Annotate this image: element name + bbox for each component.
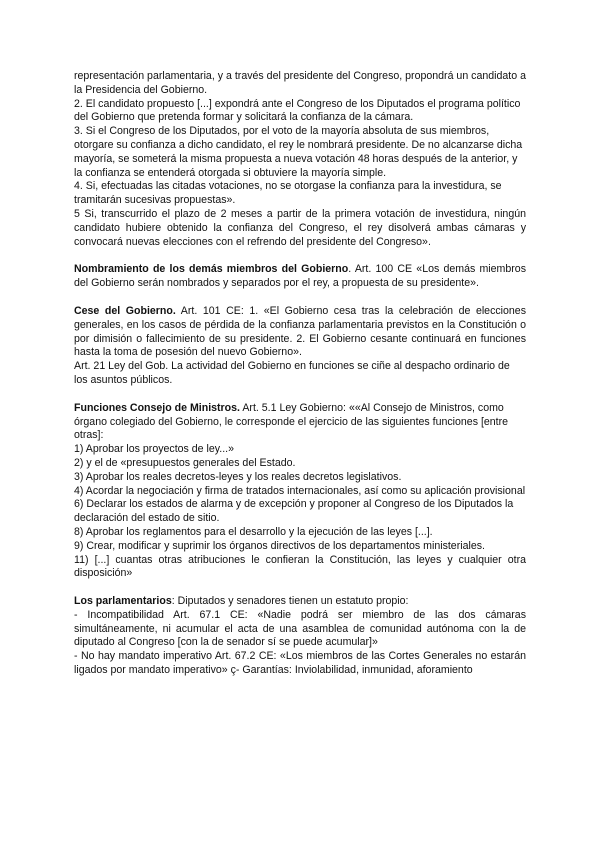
section-text: : Diputados y senadores tienen un estatuto propio: xyxy=(171,595,409,608)
document-body xyxy=(74,70,526,678)
list-item: 2) y el de «presupuestos generales del Estado. xyxy=(74,456,296,469)
list-item: 9) Crear, modificar y suprimir los órganos directivos de los departamentos ministeriales. xyxy=(74,539,485,552)
list-item: 4) Acordar la negociación y firma de tratados internacionales, así como su aplicación provisional xyxy=(74,484,526,497)
paragraph: Art. 21 Ley del Gob. La actividad del Gobierno en funciones se ciñe al despacho ordinario de los asuntos públicos. xyxy=(74,360,510,386)
list-item: 1) Aprobar los proyectos de ley...» xyxy=(74,443,234,456)
list-item: 8) Aprobar los reglamentos para el desarrollo y la ejecución de las leyes [...]. xyxy=(74,525,433,538)
section-heading: Nombramiento de los demás miembros del Gobierno xyxy=(74,263,349,276)
paragraph xyxy=(74,595,526,609)
section-text: Art. 5.1 Ley Gobierno: ««Al Consejo de Ministros, como órgano colegiado del Gobierno, le corresponde el ejercicio de las siguientes funciones [entre otras]: xyxy=(74,401,509,442)
section-heading: Los parlamentarios xyxy=(74,595,172,608)
paragraph: 2. El candidato propuesto [...] expondrá ante el Congreso de los Diputados el programa político del Gobierno que pretenda formar y solicitará la confianza de la cámara. xyxy=(74,97,521,124)
paragraph: representación parlamentaria, y a través del presidente del Congreso, propondrá un candidato a la Presidencia del Gobierno. xyxy=(74,70,526,96)
section-heading: Funciones Consejo de Ministros. xyxy=(74,401,240,414)
parlamentarios-section xyxy=(74,595,526,678)
funciones-section xyxy=(74,402,526,581)
section-heading: Cese del Gobierno. xyxy=(74,304,176,317)
section-text: . Art. 100 CE «Los demás miembros del Gobierno serán nombrados y separados por el rey, a propuesta de su presidente». xyxy=(74,263,526,290)
list-item: - Incompatibilidad Art. 67.1 CE: «Nadie podrá ser miembro de las dos cámaras simultáneamente, ni acumular el acta de una asamblea de comunidad autónoma con la de diputado al Congreso [con la de senador sí se puede acumular]» xyxy=(74,608,526,649)
section-text: Art. 101 CE: 1. «El Gobierno cesa tras la celebración de elecciones generales, en los casos de pérdida de la confianza parlamentaria previstos en la Constitución o por dimisión o fallecimiento de su presidente. 2. El Gobierno cesante continuará en funciones hasta la toma de posesión del nuevo Gobierno». xyxy=(74,304,526,359)
paragraph xyxy=(74,305,526,360)
cese-section xyxy=(74,305,526,388)
investidura-section xyxy=(74,70,526,249)
paragraph: 3. Si el Congreso de los Diputados, por el voto de la mayoría absoluta de sus miembros, otorgare su confianza a dicho candidato, el rey le nombrará presidente. De no alcanzarse dicha mayoría, se someterá la misma propuesta a nueva votación 48 horas después de la anterior, y la confianza se entenderá otorgada si obtuviere la mayoría simple. xyxy=(74,125,523,179)
paragraph: 4. Si, efectuadas las citadas votaciones, no se otorgase la confianza para la investidura, se tramitarán sucesivas propuestas». xyxy=(74,180,502,207)
paragraph: 5 Si, transcurrido el plazo de 2 meses a partir de la primera votación de investidura, ningún candidato hubiere obtenido la confianza del Congreso, el rey disolverá ambas cámaras y convocará nuevas elecciones con el refrendo del presidente del Congreso». xyxy=(74,207,526,248)
nombramiento-section xyxy=(74,263,526,291)
paragraph xyxy=(74,402,526,443)
list-item: 11) [...] cuantas otras atribuciones le confieran la Constitución, las leyes y cualquier otra disposición» xyxy=(74,553,526,580)
list-item: 3) Aprobar los reales decretos-leyes y los reales decretos legislativos. xyxy=(74,470,402,483)
paragraph xyxy=(74,263,526,291)
list-item: 6) Declarar los estados de alarma y de excepción y proponer al Congreso de los Diputados la declaración del estado de sitio. xyxy=(74,498,514,525)
list-item: - No hay mandato imperativo Art. 67.2 CE: «Los miembros de las Cortes Generales no estarán ligados por mandato imperativo» ç- Garantías: Inviolabilidad, inmunidad, aforamiento xyxy=(74,650,526,677)
